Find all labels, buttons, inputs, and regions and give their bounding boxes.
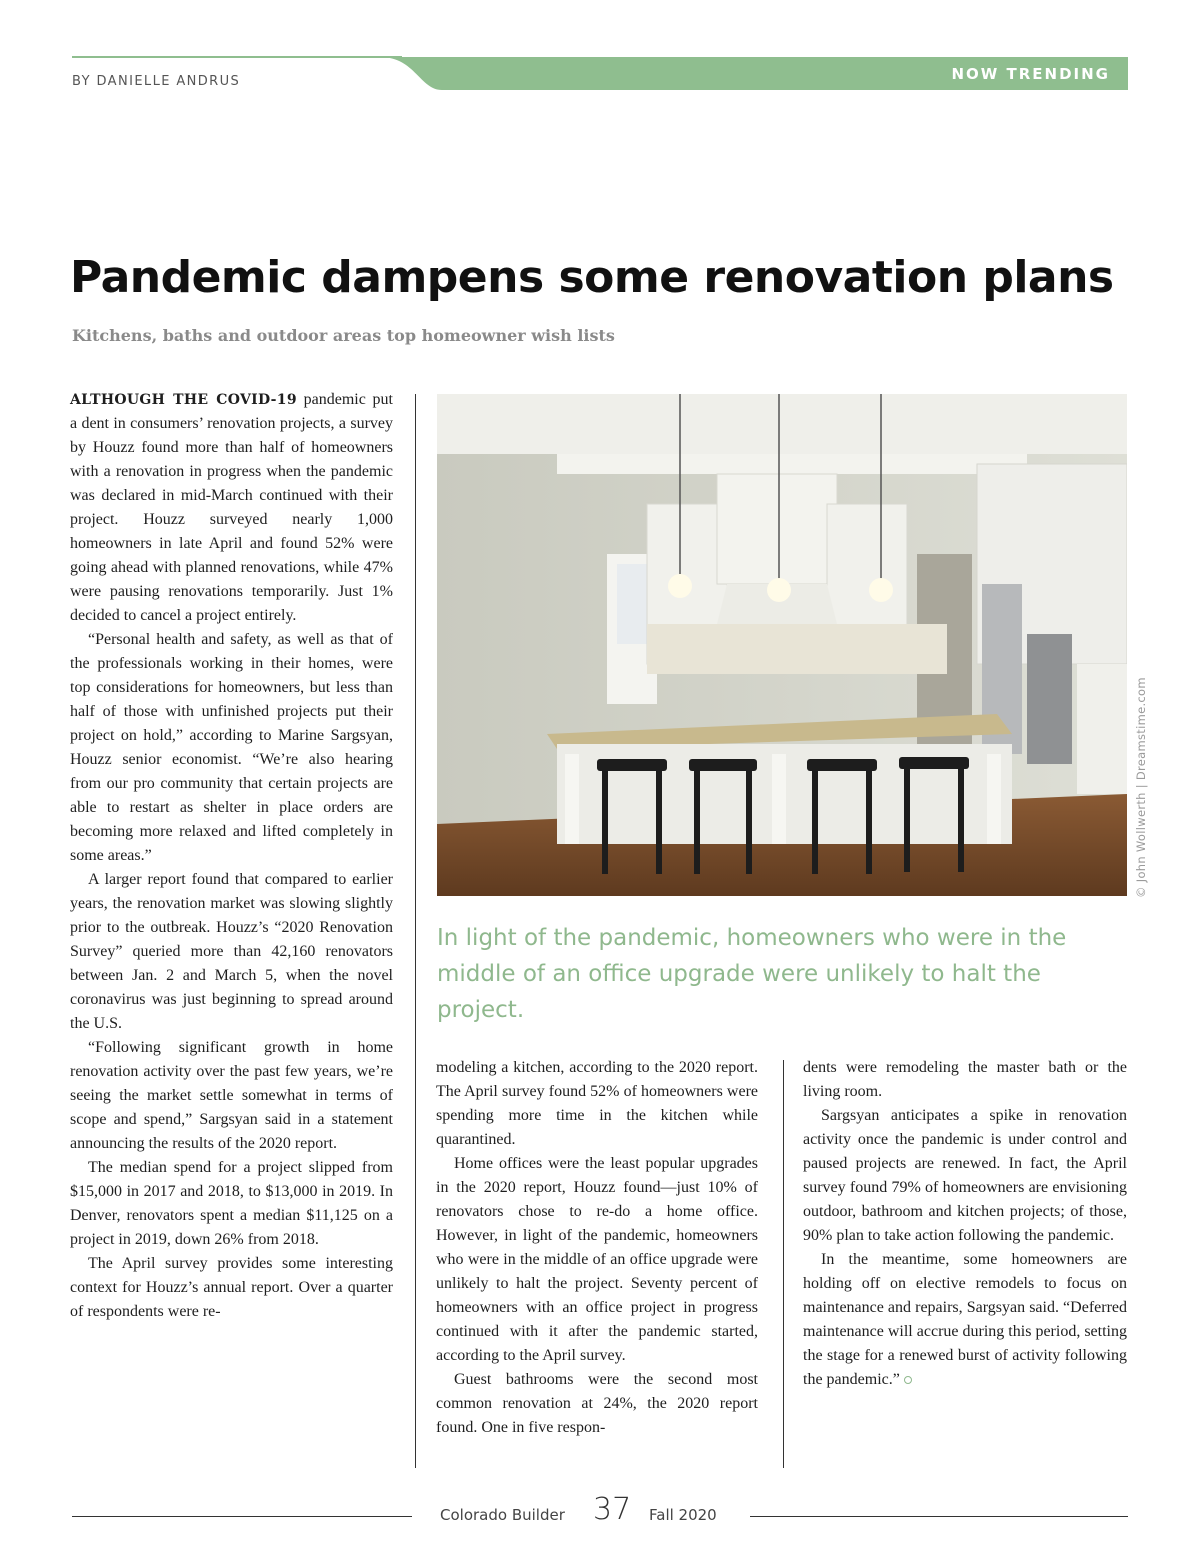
paragraph: The April survey provides some interesting context for Houzz’s annual report. Over a quarter of respondents were re-	[70, 1255, 393, 1320]
paragraph: “Following significant growth in home renovation activity over the past few years, we’re seeing the market settle somewhat in terms of scope and spend,” Sargsyan said in a statement announcing the results of the 2020 report.	[70, 1039, 393, 1152]
photo-credit: © John Wollwerth | Dreamstime.com	[1134, 677, 1148, 898]
body-column-2	[436, 1056, 758, 1440]
paragraph: “Personal health and safety, as well as that of the professionals working in their homes, were top considerations for homeowners, but less than half of those with unfinished projects put their project on hold,” according to Marine Sargsyan, Houzz senior economist. “We’re also hearing from our pro community that certain projects are able to restart as shelter in place orders are becoming more relaxed and lifted completely in some areas.”	[70, 631, 393, 864]
column-divider	[783, 1060, 784, 1468]
footer-publication: Colorado Builder	[440, 1506, 565, 1524]
header-rule	[72, 56, 402, 58]
deck: Kitchens, baths and outdoor areas top homeowner wish lists	[72, 326, 615, 345]
lead-in: ALTHOUGH THE COVID-19	[70, 392, 297, 408]
paragraph: In the meantime, some homeowners are holding off on elective remodels to focus on maintenance and repairs, Sargsyan said. “Deferred maintenance will accrue during this period, setting the stage for a renewed burst of activity following the pandemic.”	[803, 1251, 1127, 1388]
body-column-3	[803, 1056, 1127, 1392]
paragraph: dents were remodeling the master bath or the living room.	[803, 1059, 1127, 1100]
section-label: NOW TRENDING	[951, 65, 1110, 83]
footer-rule	[72, 1516, 412, 1517]
pull-quote: In light of the pandemic, homeowners who were in the middle of an office upgrade were unlikely to halt the project.	[437, 925, 1067, 1023]
paragraph: A larger report found that compared to earlier years, the renovation market was slowing slightly prior to the outbreak. Houzz’s “2020 Renovation Survey” queried more than 42,160 renovators between Jan. 2 and March 5, when the novel coronavirus was just beginning to spread around the U.S.	[70, 871, 393, 1032]
end-mark-icon	[904, 1376, 912, 1384]
paragraph: Sargsyan anticipates a spike in renovation activity once the pandemic is under control and paused projects are renewed. In fact, the April survey found 79% of homeowners are envisioning outdoor, bathroom and kitchen projects; of those, 90% plan to take action following the pandemic.	[803, 1107, 1127, 1244]
body-column-1	[70, 388, 393, 1324]
column-divider	[415, 394, 416, 1468]
page-number: 37	[593, 1492, 632, 1527]
byline: BY DANIELLE ANDRUS	[72, 74, 241, 89]
headline: Pandemic dampens some renovation plans	[70, 252, 1114, 303]
paragraph: The median spend for a project slipped from $15,000 in 2017 and 2018, to $13,000 in 2019. In Denver, renovators spent a median $11,125 on a project in 2019, down 26% from 2018.	[70, 1159, 393, 1248]
paragraph: modeling a kitchen, according to the 2020 report. The April survey found 52% of homeowners were spending more time in the kitchen while quarantined.	[436, 1059, 758, 1148]
kitchen-photo	[437, 394, 1127, 896]
footer-issue: Fall 2020	[649, 1506, 717, 1524]
footer-rule	[750, 1516, 1128, 1517]
paragraph: Guest bathrooms were the second most common renovation at 24%, the 2020 report found. One in five respon-	[436, 1371, 758, 1436]
paragraph: Home offices were the least popular upgrades in the 2020 report, Houzz found—just 10% of renovators chose to re-do a home office. However, in light of the pandemic, homeowners who were in the middle of an office upgrade were unlikely to halt the project. Seventy percent of homeowners with an office project in progress continued with it after the pandemic started, according to the April survey.	[436, 1155, 758, 1364]
paragraph: ALTHOUGH THE COVID-19 pandemic put a dent in consumers’ renovation projects, a survey by Houzz found more than half of homeowners with a renovation in progress when the pandemic was declared in mid-March continued with their project. Houzz surveyed nearly 1,000 homeowners in late April and found 52% were going ahead with planned renovations, while 47% were pausing renovations temporarily. Just 1% decided to cancel a project entirely.	[70, 391, 393, 624]
